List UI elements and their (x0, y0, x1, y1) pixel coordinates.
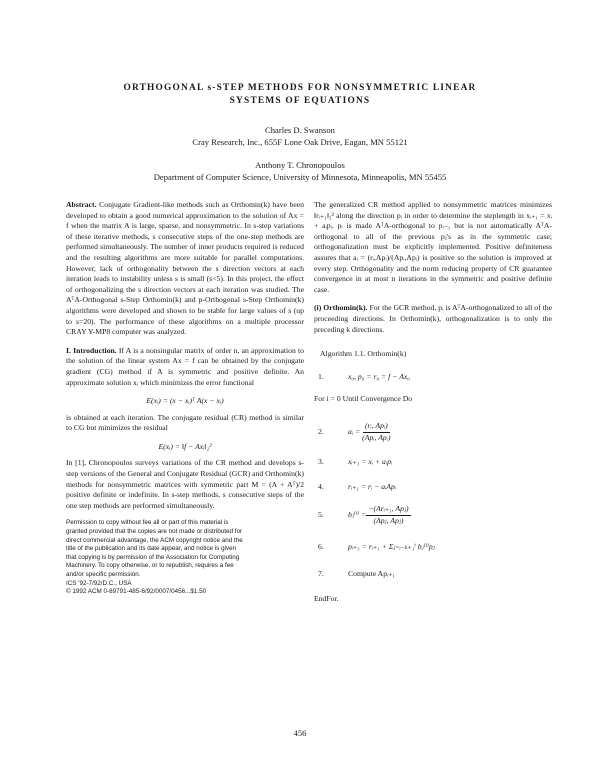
step-body: rᵢ₊₁ = rᵢ − aᵢApᵢ (348, 481, 397, 491)
footnote-line: Machinery. To copy otherwise, or to republish, requires a fee (66, 562, 234, 570)
footnote-line: granted provided that the copies are not made or distributed for (66, 528, 243, 536)
step-number: 3. (318, 457, 324, 467)
footnote-line: title of the publication and its date appear, and notice is given (66, 545, 237, 553)
intro-paragraph-3: In [1], Chronopoulos surveys variations of the CR method and develops s-step versions of the General and Conjugate Residual (GCR) and Orthomin(k) methods for nonsymmetric matrices with symmetric part M = (A + Aᵀ)/2 positive definite or indefinite. In s-step methods, s consecutive steps of the one step methods are performed simultaneously. (66, 458, 304, 510)
author-2-name: Anthony T. Chronopoulos (255, 160, 345, 170)
page-number: 456 (293, 728, 307, 738)
algorithm-step-1 (318, 372, 552, 383)
algorithm-step-2 (318, 421, 552, 443)
step-number: 2. (318, 426, 324, 436)
author-2-affiliation: Department of Computer Science, University of Minnesota, Minneapolis, MN 55455 (153, 171, 447, 182)
algorithm-step-4 (318, 482, 552, 493)
step-fraction (360, 421, 392, 443)
step-body: x₀, p₀ = r₀ = f − Ax₀ (348, 371, 410, 381)
fraction-numerator: −(Arᵢ₊₁, Apⱼ) (366, 504, 410, 516)
algorithm-step-5 (318, 504, 552, 526)
algorithm-step-6 (318, 542, 552, 553)
footnote-line: that copying is by permission of the Association for Computing (66, 553, 240, 561)
title-line-1: ORTHOGONAL s-STEP METHODS FOR NONSYMMETRIC LINEAR (123, 83, 477, 93)
fraction-numerator: (rᵢ, Apᵢ) (363, 421, 390, 433)
step-number: 1. (318, 371, 324, 381)
algorithm-end: EndFor. (314, 593, 339, 603)
fraction-denominator: (Apᵢ, Apᵢ) (362, 432, 391, 442)
equation-error-functional: E(xᵢ) = (x − xᵢ)ᵀ A(x − xᵢ) (146, 396, 224, 406)
footnote-line: © 1992 ACM 0-89791-485-6/92/0007/0456...$1.50 (66, 588, 207, 596)
step-fraction (366, 504, 410, 526)
intro-text-1: If A is a nonsingular matrix of order n, an approximation to the solution of the linear system Ax = f can be obtained by the conjugate gradient (CG) method if A is symmetric and positive definite. An approximate solution xᵢ which minimizes the error functional (66, 345, 305, 387)
step-number: 4. (318, 481, 324, 491)
author-1-name: Charles D. Swanson (265, 125, 335, 135)
abstract (66, 200, 304, 338)
orthomin-text: For the GCR method, pᵢ is AᵀA-orthogonalized to all of the proceeding directions. In Orthomin(k), orthogonalization is to only the preceding k directions. (314, 303, 553, 334)
fraction-denominator: (Apⱼ, Apⱼ) (373, 515, 404, 525)
algorithm-loop-header: For i = 0 Until Convergence Do (314, 394, 413, 404)
orthomin-paragraph (314, 303, 552, 335)
paper-title (60, 82, 540, 107)
step-body: pᵢ₊₁ = rᵢ₊₁ + Σⱼ₌ᵢ₋ₖ₊₁ⁱ bⱼ⁽ⁱ⁾pⱼ (348, 542, 435, 552)
left-column (66, 200, 304, 597)
author-2-block (40, 160, 560, 183)
intro-paragraph-1 (66, 346, 304, 388)
step-number: 7. (318, 569, 324, 579)
step-number: 6. (318, 542, 324, 552)
cr-method-paragraph: The generalized CR method applied to nonsymmetric matrices minimizes ‖rᵢ₊₁‖₂² along the direction pᵢ in order to determine the steplength in xᵢ₊₁ = xᵢ + aᵢpᵢ. pᵢ is made AᵀA-orthogonal to pᵢ₋₁ but is not automatically AᵀA-orthogonal to all of the previous pⱼ's as in the symmetric case; orthogonalization must be explicitly implemented. Positive definiteness assures that aᵢ = (rᵢ,Apᵢ)/(Apᵢ,Apᵢ) is positive so the solution is improved at every step. Orthogonality and the norm reducing property of CR guarantee convergence in at most n iterations in the symmetric and positive definite case. (314, 200, 552, 294)
intro-heading: I. Introduction. (66, 345, 117, 355)
abstract-label: Abstract. (66, 200, 97, 209)
right-column (314, 200, 552, 604)
algorithm-step-3 (318, 457, 552, 468)
orthomin-heading: (i) Orthomin(k). (314, 303, 368, 313)
step-body: Compute Apᵢ₊₁ (348, 569, 396, 579)
step-lhs: aᵢ = (348, 426, 361, 436)
algorithm-step-7 (318, 569, 552, 580)
footnote-line: ICS '92-7/92/D.C., USA (66, 579, 132, 587)
title-line-2: SYSTEMS OF EQUATIONS (229, 95, 371, 106)
footnote-line: and/or specific permission. (66, 571, 141, 578)
intro-paragraph-2: is obtained at each iteration. The conjugate residual (CR) method is similar to CG but minimizes the residual (66, 412, 304, 433)
step-body: xᵢ₊₁ = xᵢ + aᵢpᵢ (348, 457, 393, 467)
copyright-footnote (66, 519, 304, 596)
footnote-line: Permission to copy without fee all or part of this material is (66, 519, 229, 527)
step-number: 5. (318, 510, 324, 520)
author-1-block (40, 125, 560, 148)
algorithm-title: Algorithm 1.1. Orthomin(k) (320, 349, 407, 359)
abstract-text: Conjugate Gradient-like methods such as Orthomin(k) have been developed to obtain a good numerical approximation to the solution of Ax = f when the matrix A is large, sparse, and nonsymmetric. In s-step variations of these iterative methods, s consecutive steps of the one-step methods are performed simultaneously. The number of inner products required is reduced and the resulting algorithms are more suitable for parallel computations. However, lack of orthogonality between the s direction vectors at each iteration leads to instability unless s is small (s<5). In this project, the effect of orthogonalizing the s direction vectors at each iteration was studied. The AᵀA-Orthogonal s-Step Orthomin(k) and p-Orthogonal s-Step Orthomin(k) algorithms were developed and shown to be stable for large values of s (up to s=20). The performance of these algorithms on a multiple processor CRAY Y-MP8 computer was analyzed. (66, 200, 304, 337)
equation-residual: E(xᵢ) = ‖f − Axᵢ‖₂² (158, 441, 212, 451)
step-lhs: bⱼ⁽ⁱ⁾ = (348, 510, 367, 520)
author-1-affiliation: Cray Research, Inc., 655F Lone Oak Drive, Eagan, MN 55121 (192, 136, 408, 147)
footnote-line: direct commercial advantage, the ACM copyright notice and the (66, 536, 243, 544)
